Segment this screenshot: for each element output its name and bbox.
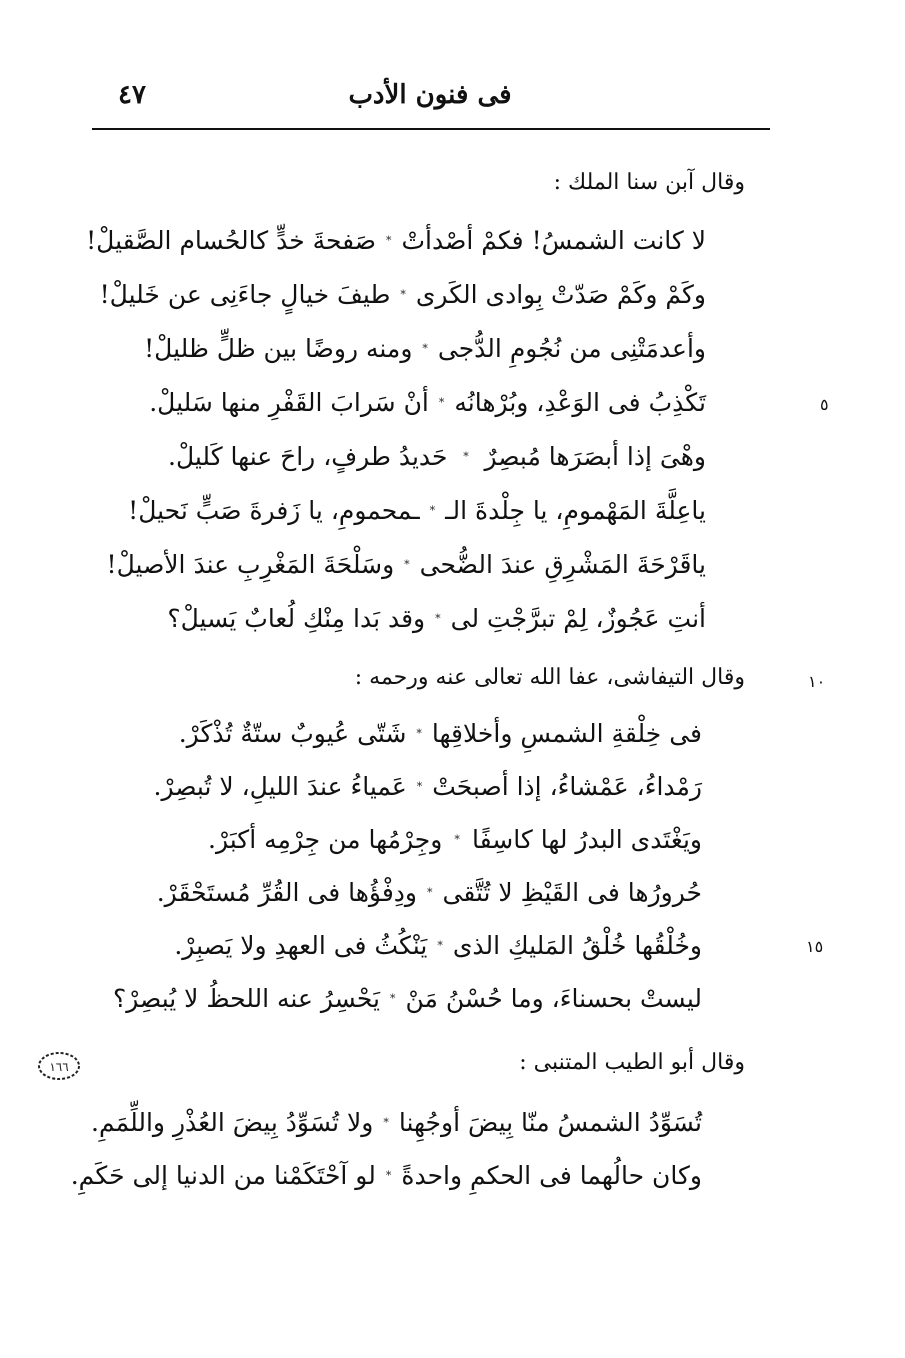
verse-second-hemistich: شَتّى عُيوبٌ ستّةٌ تُذْكَرْ.: [178, 718, 407, 748]
verse-first-hemistich: ليستْ بحسناءَ، وما حُسْنُ مَنْ: [405, 983, 702, 1013]
verse: [208, 819, 702, 859]
verse-first-hemistich: وأعدمَتْنِى من نُجُومِ الدُّجى: [437, 333, 706, 363]
running-title: فى فنون الأدب: [348, 80, 512, 110]
hemistich-separator: *: [427, 885, 433, 899]
hemistich-separator: *: [454, 832, 460, 846]
verse: [106, 544, 706, 584]
line-number: ١٥: [806, 937, 824, 956]
verse: [178, 713, 702, 753]
verse-second-hemistich: ولا تُسَوِّدُ بِيضَ العُذْرِ واللِّمَمِ.: [91, 1107, 374, 1137]
verse-first-hemistich: حُرورُها فى القَيْظِ لا تُتَّقى: [442, 877, 702, 907]
hemistich-separator: *: [438, 395, 445, 409]
verse: [168, 598, 706, 638]
verse: [168, 436, 706, 476]
hemistich-separator: *: [416, 726, 422, 740]
hemistich-separator: *: [435, 611, 441, 625]
verse-first-hemistich: تَكْذِبُ فى الوَعْدِ، وبُرْهانُه: [454, 387, 706, 417]
section-intro: وقال التيفاشى، عفا الله تعالى عنه ورحمه :: [354, 665, 745, 690]
verse-first-hemistich: وكان حالُهما فى الحكمِ واحدةً: [401, 1160, 702, 1190]
verse-first-hemistich: ياقَرْحَةَ المَشْرِقِ عندَ الضُّحى: [419, 549, 706, 579]
verse-second-hemistich: ـمحمومِ، يا زَفرةَ صَبٍّ نَحيلْ!: [128, 495, 420, 525]
verse: [153, 766, 702, 806]
verse-first-hemistich: وهْىَ إذا أبصَرَها مُبصِرٌ: [484, 441, 706, 471]
header-rule: [92, 128, 770, 130]
verse: [174, 925, 702, 965]
hemistich-separator: *: [386, 233, 392, 247]
verse-second-hemistich: يَحْسِرُ عنه اللحظُ لا يُبصِرْ؟: [112, 983, 381, 1013]
verse-second-hemistich: يَنْكُثُ فى العهدِ ولا يَصبِرْ.: [174, 930, 428, 960]
verse: [99, 274, 706, 314]
hemistich-separator: *: [404, 557, 410, 571]
verse-second-hemistich: ومنه روضًا بين ظلٍّ ظليلْ!: [144, 333, 413, 363]
verse-second-hemistich: عَمياءُ عندَ الليلِ، لا تُبصِرْ.: [153, 771, 407, 801]
verse: [144, 328, 706, 368]
verse-first-hemistich: فى خِلْقةِ الشمسِ وأخلاقِها: [431, 718, 702, 748]
hemistich-separator: *: [385, 1168, 392, 1182]
verse: [112, 978, 702, 1018]
verse-second-hemistich: لو آحْتَكَمْنا من الدنيا إلى حَكَمِ.: [70, 1160, 376, 1190]
verse-first-hemistich: ويَغْتَدى البدرُ لها كاسِفًا: [472, 824, 702, 854]
line-number: ٥: [820, 395, 829, 414]
section-intro: وقال أبو الطيب المتنبى :: [519, 1050, 745, 1075]
verse: [70, 1155, 702, 1195]
verse-second-hemistich: صَفحةَ خدٍّ كالحُسام الصَّقيلْ!: [86, 225, 377, 255]
verse-first-hemistich: وكَمْ وكَمْ صَدّتْ بِوادى الكَرى: [415, 279, 706, 309]
seal-text: ١٦٦: [49, 1060, 69, 1074]
page-number: ٤٧: [118, 80, 146, 110]
verse: [149, 382, 706, 422]
verse: [86, 220, 706, 260]
line-number: ١٠: [808, 672, 826, 691]
verse-first-hemistich: رَمْداءُ، عَمْشاءُ، إذا أصبحَتْ: [432, 771, 702, 801]
hemistich-separator: *: [416, 779, 423, 793]
verse: [91, 1102, 702, 1142]
hemistich-separator: *: [383, 1115, 389, 1129]
verse-first-hemistich: لا كانت الشمسُ! فكمْ أصْدأتْ: [401, 225, 706, 255]
hemistich-separator: *: [390, 991, 396, 1005]
verse-first-hemistich: أنتِ عَجُوزٌ، لِمْ تبرَّجْتِ لى: [450, 603, 706, 633]
verse-second-hemistich: حَديدُ طرفٍ، راحَ عنها كَليلْ.: [168, 441, 448, 471]
hemistich-separator: *: [429, 503, 436, 517]
section-intro: وقال آبن سنا الملك :: [553, 170, 745, 195]
verse-first-hemistich: وخُلْقُها خُلْقُ المَليكِ الذى: [452, 930, 702, 960]
verse-second-hemistich: وقد بَدا مِنْكِ لُعابٌ يَسيلْ؟: [167, 603, 426, 633]
verse-first-hemistich: تُسَوِّدُ الشمسُ منّا بِيضَ أوجُهِنا: [398, 1107, 702, 1137]
verse-second-hemistich: ودِفْؤُها فى القُرِّ مُستَحْقَرْ.: [156, 877, 417, 907]
hemistich-separator: *: [437, 938, 443, 952]
verse-second-hemistich: وجِرْمُها من جِرْمِه أكبَرْ.: [208, 824, 443, 854]
verse-first-hemistich: ياعِلَّةَ المَهْمومِ، يا جِلْدةَ الـ: [445, 495, 706, 525]
verse: [128, 490, 706, 530]
verse-second-hemistich: طيفَ خيالٍ جاءَنِى عن خَليلْ!: [99, 279, 391, 309]
verse: [156, 872, 702, 912]
seal-stamp: [36, 1050, 82, 1082]
hemistich-separator: *: [463, 449, 469, 463]
seal-icon: [36, 1050, 82, 1082]
hemistich-separator: *: [422, 341, 428, 355]
verse-second-hemistich: وسَلْحَةَ المَغْرِبِ عندَ الأصيلْ!: [106, 549, 395, 579]
verse-second-hemistich: أنْ سَرابَ القَفْرِ منها سَليلْ.: [149, 387, 429, 417]
hemistich-separator: *: [400, 287, 406, 301]
